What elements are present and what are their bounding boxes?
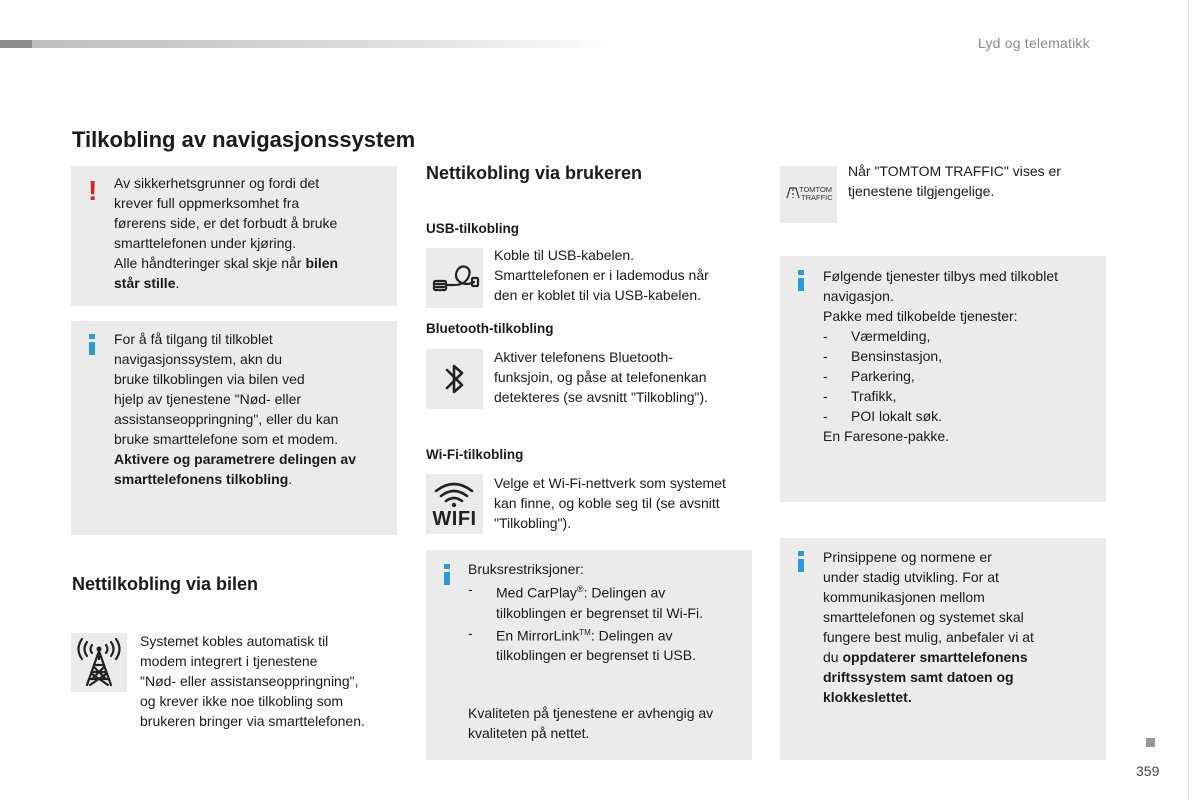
bluetooth-title: Bluetooth-tilkobling	[426, 321, 554, 336]
vehicle-heading: Nettilkobling via bilen	[72, 574, 259, 594]
usb-text: Koble til USB-kabelen. Smarttelefonen er i lademodus når den er koblet til via USB-kabelen.	[494, 247, 709, 303]
list-item: - POI lokalt søk.	[823, 406, 1103, 426]
info-icon	[798, 270, 804, 291]
info-icon	[444, 564, 450, 585]
list-item: - Værmelding,	[823, 326, 1103, 346]
services-text: Følgende tjenester tilbys med tilkoblet navigasjon. Pakke med tilkobelde tjenester: - Værmelding, - Bensinstasjon, - Parkering, - Trafikk, - POI lokalt søk. En Faresone-pakke.	[823, 266, 1103, 446]
tomtom-text: Når "TOMTOM TRAFFIC" vises er tjenestene tilgjengelige.	[848, 163, 1061, 199]
quality-text: Kvaliteten på tjenestene er avhengig av kvaliteten på nettet.	[468, 705, 714, 741]
list-item: - Trafikk,	[823, 386, 1103, 406]
warning-icon: !	[88, 175, 98, 206]
info-access-text: For å få tilgang til tilkoblet navigasjonssystem, akn du bruke tilkoblingen via bilen ved hjelp av tjenestene "Nød- eller assistanseoppringning", eller du kan bruke smarttelefone som et modem. Aktivere og parametrere delingen av smarttelefonens tilkobling.	[114, 331, 356, 487]
usb-title: USB-tilkobling	[426, 221, 519, 236]
bluetooth-icon	[426, 349, 483, 409]
restrictions-text: Bruksrestriksjoner: - Med CarPlay®: Delingen av tilkoblingen er begrenset til Wi-Fi. - En MirrorLink™: Delingen av tilkoblingen er begrenset ti USB.	[468, 559, 748, 665]
tomtom-traffic-icon: TOMTOM TRAFFIC	[780, 166, 837, 223]
wifi-text: Velge et Wi-Fi-nettverk som systemet kan finne, og koble seg til (se avsnitt "Tilkobling").	[494, 475, 726, 531]
page-number: 359	[1136, 763, 1160, 779]
bluetooth-text: Aktiver telefonens Bluetooth- funksjoin, og påse at telefonenkan detekteres (se avsnitt "Tilkobling").	[494, 349, 709, 405]
usb-cable-icon	[426, 248, 483, 308]
page-marker	[1146, 738, 1155, 747]
list-item: - Bensinstasjon,	[823, 346, 1103, 366]
antenna-icon	[71, 633, 127, 692]
wifi-title: Wi-Fi-tilkobling	[426, 447, 524, 462]
page-edge-rule	[1188, 0, 1189, 800]
user-heading: Nettikobling via brukeren	[426, 163, 643, 183]
info-icon	[798, 551, 804, 572]
vehicle-text: Systemet kobles automatisk til modem integrert i tjenestene "Nød- eller assistanseoppringning", og krever ikke noe tilkobling som brukeren bringer via smarttelefonen.	[140, 633, 365, 729]
wifi-icon: WIFI	[426, 474, 483, 534]
section-header: Lyd og telematikk	[978, 35, 1090, 51]
page-title: Tilkobling av navigasjonssystem	[72, 127, 416, 152]
list-item: - Parkering,	[823, 366, 1103, 386]
header-gradient-bar	[0, 40, 610, 48]
warning-text: Av sikkerhetsgrunner og fordi det krever full oppmerksomhet fra førerens side, er det forbudt å bruke smarttelefonen under kjøring. Alle håndteringer skal skje når bilen står stille.	[114, 175, 339, 291]
info-icon	[89, 334, 95, 355]
principles-text: Prinsippene og normene er under stadig utvikling. For at kommunikasjonen mellom smarttelefonen og systemet skal fungere best mulig, anbefaler vi at du oppdaterer smarttelefonens driftssystem samt datoen og klokkeslettet.	[823, 549, 1034, 705]
